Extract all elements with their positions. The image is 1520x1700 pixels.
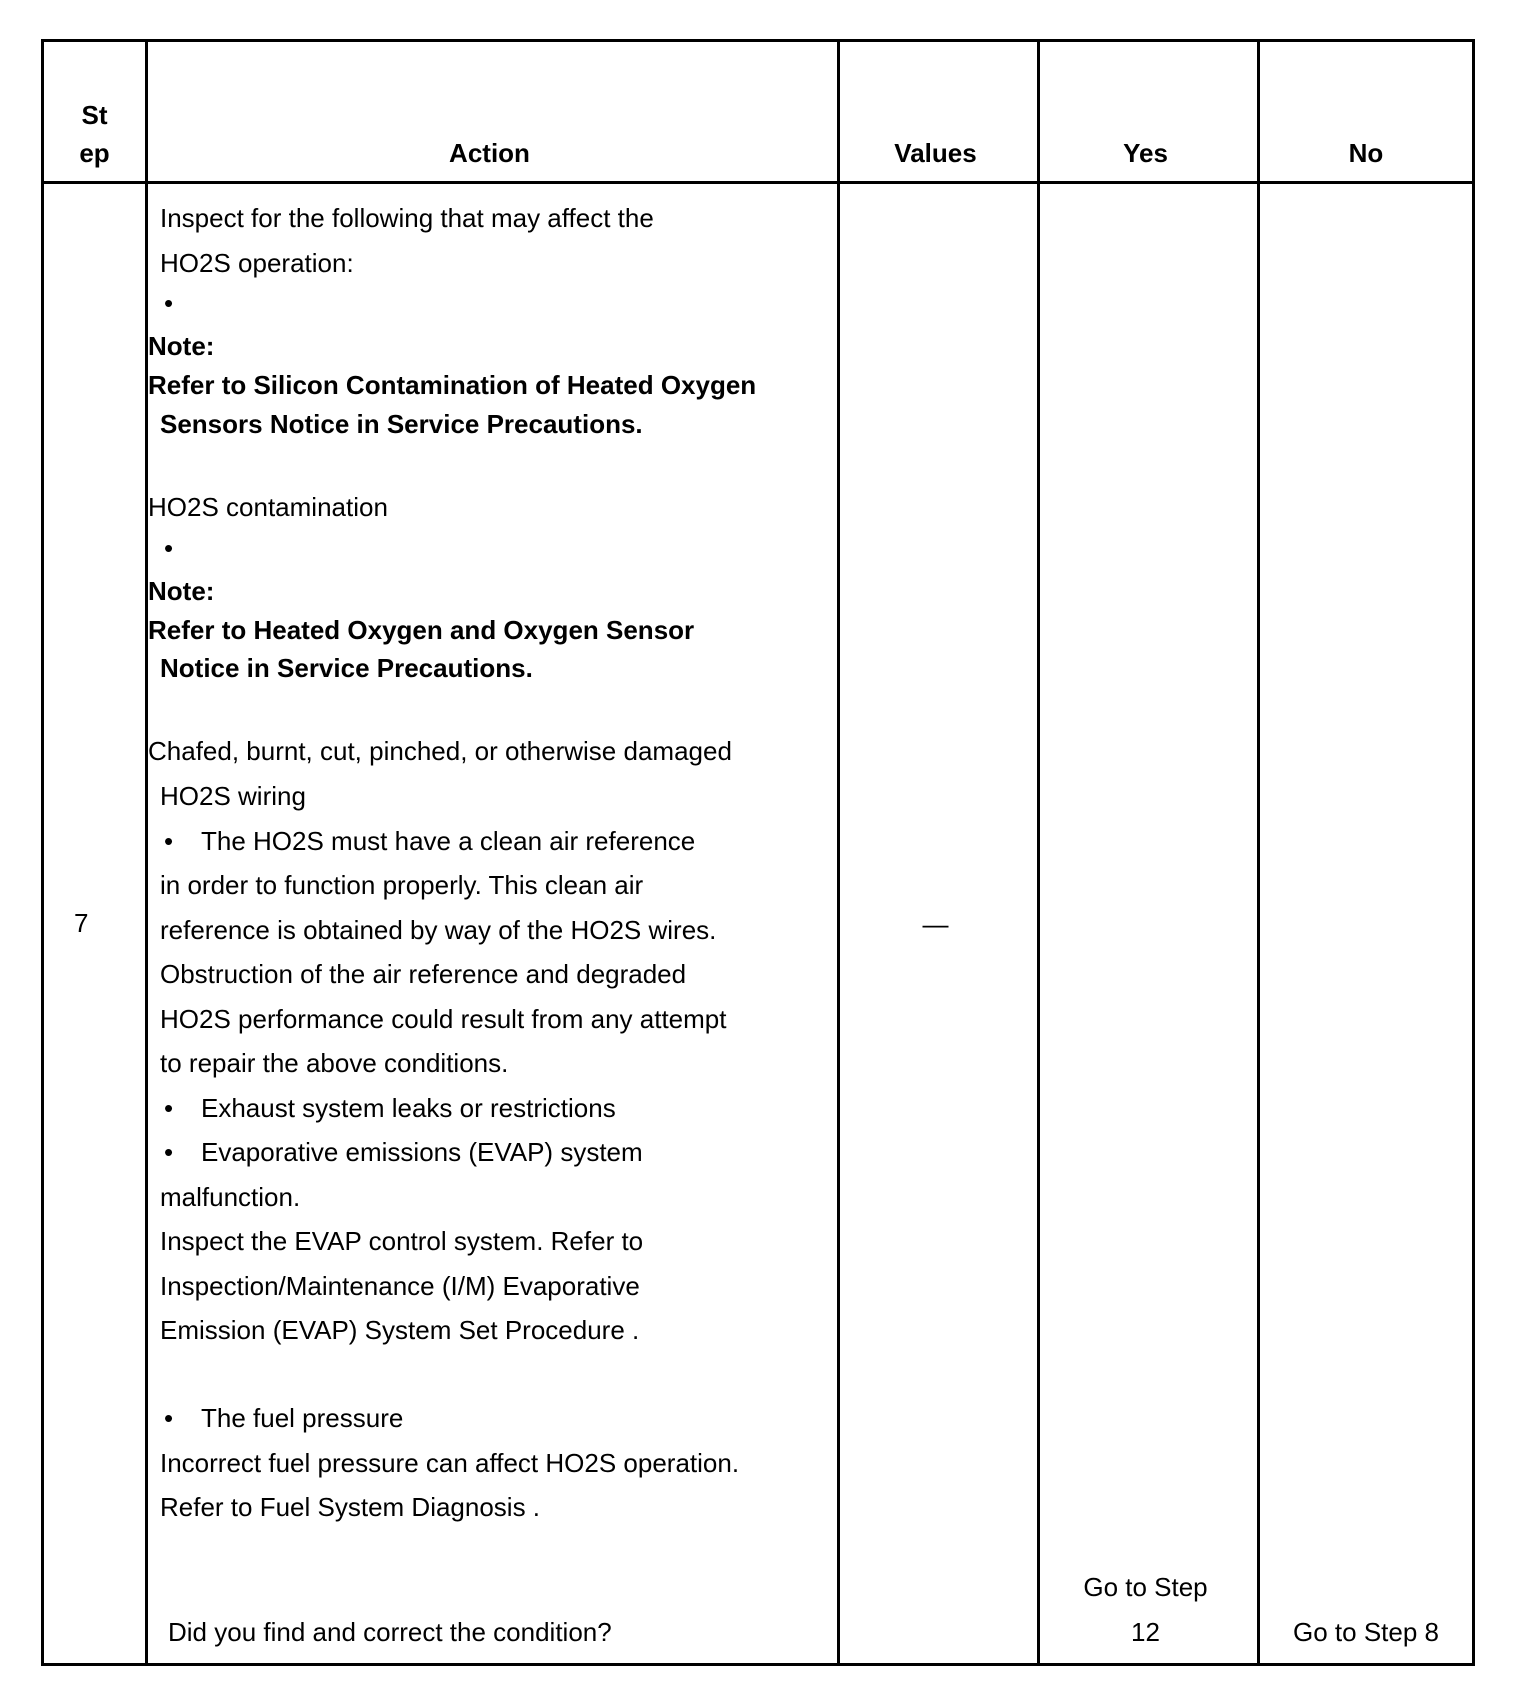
header-values: Values [894,138,977,168]
bullet: • [164,826,174,856]
action-line: HO2S performance could result from any attempt [160,1004,727,1034]
action-line: Evaporative emissions (EVAP) system [201,1137,643,1167]
column-divider [145,42,148,1663]
action-line: Obstruction of the air reference and degraded [160,959,687,989]
bullet: • [164,1403,174,1433]
action-line: Inspection/Maintenance (I/M) Evaporative [160,1271,640,1301]
action-line: Refer to Fuel System Diagnosis . [160,1492,541,1522]
header-no: No [1348,138,1384,168]
action-line: to repair the above conditions. [160,1048,509,1078]
bullet: • [164,533,174,563]
action-line: Emission (EVAP) System Set Procedure . [160,1315,640,1345]
action-line: Inspect for the following that may affect the [160,203,654,233]
header-step-line1: St [81,100,108,130]
column-divider [1257,42,1260,1663]
action-line: in order to function properly. This clean air [160,870,644,900]
column-divider [837,42,840,1663]
question: Did you find and correct the condition? [168,1617,612,1647]
column-divider [1037,42,1040,1663]
header-step-line2: ep [79,138,110,168]
header-yes: Yes [1123,138,1168,168]
note-text: Refer to Silicon Contamination of Heated Oxygen [148,370,757,400]
note-text: Notice in Service Precautions. [160,653,533,683]
action-line: reference is obtained by way of the HO2S wires. [160,915,717,945]
values-cell: — [922,909,949,939]
action-line: The fuel pressure [201,1403,404,1433]
action-line: Exhaust system leaks or restrictions [201,1093,616,1123]
note-label: Note: [148,331,215,361]
action-line: The HO2S must have a clean air reference [201,826,696,856]
action-line: Incorrect fuel pressure can affect HO2S operation. [160,1448,740,1478]
note-label: Note: [148,576,215,606]
bullet: • [164,1137,174,1167]
no-cell: Go to Step 8 [1293,1617,1439,1647]
step-number: 7 [74,908,89,938]
action-line: Chafed, burnt, cut, pinched, or otherwise damaged [148,736,732,766]
header-divider [44,181,1472,184]
yes-cell-line2: 12 [1131,1617,1160,1647]
action-line: Inspect the EVAP control system. Refer to [160,1226,644,1256]
header-action: Action [449,138,530,168]
action-line: malfunction. [160,1182,301,1212]
yes-cell-line1: Go to Step [1083,1572,1208,1602]
bullet: • [164,288,174,318]
note-text: Sensors Notice in Service Precautions. [160,409,643,439]
action-line: HO2S wiring [160,781,306,811]
action-line: HO2S contamination [148,492,388,522]
bullet: • [164,1093,174,1123]
note-text: Refer to Heated Oxygen and Oxygen Sensor [148,615,695,645]
action-line: HO2S operation: [160,248,354,278]
